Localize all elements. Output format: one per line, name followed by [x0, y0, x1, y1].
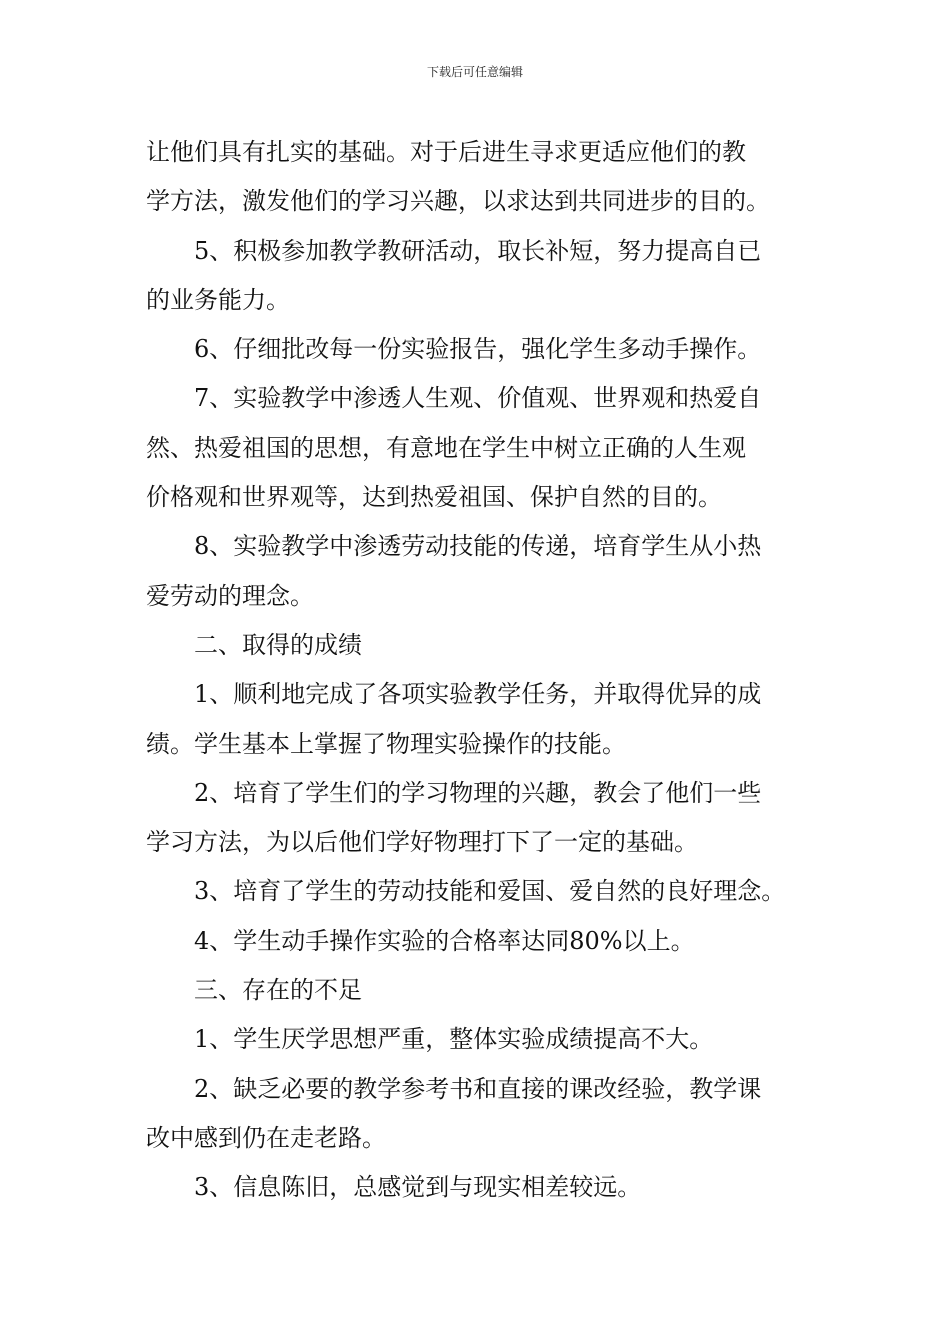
text-line: 二、取得的成绩 [194, 630, 362, 659]
text-line: 绩。学生基本上掌握了物理实验操作的技能。 [146, 729, 626, 758]
text-line: 8、实验教学中渗透劳动技能的传递，培育学生从小热 [194, 532, 762, 561]
text-line: 3、信息陈旧，总感觉到与现实相差较远。 [194, 1173, 642, 1202]
text-line: 让他们具有扎实的基础。对于后进生寻求更适应他们的教 [146, 138, 746, 166]
text-line: 1、顺利地完成了各项实验教学任务，并取得优异的成 [194, 680, 762, 709]
text-line: 7、实验教学中渗透人生观、价值观、世界观和热爱自 [194, 384, 762, 413]
text-line: 3、培育了学生的劳动技能和爱国、爱自然的良好理念。 [194, 877, 786, 906]
text-line: 然、热爱祖国的思想，有意地在学生中树立正确的人生观 [146, 433, 746, 462]
text-line: 三、存在的不足 [194, 976, 362, 1005]
text-line: 学习方法，为以后他们学好物理打下了一定的基础。 [146, 828, 698, 857]
text-line: 1、学生厌学思想严重，整体实验成绩提高不大。 [194, 1025, 714, 1054]
text-line: 2、培育了学生们的学习物理的兴趣，教会了他们一些 [194, 778, 762, 807]
page-header: 下载后可任意编辑 [426, 65, 523, 79]
text-line: 6、仔细批改每一份实验报告，强化学生多动手操作。 [194, 335, 762, 364]
text-line: 4、学生动手操作实验的合格率达同80%以上。 [194, 926, 695, 955]
text-line: 的业务能力。 [146, 285, 290, 314]
text-line: 学方法，激发他们的学习兴趣，以求达到共同进步的目的。 [146, 187, 770, 216]
text-line: 价格观和世界观等，达到热爱祖国、保护自然的目的。 [146, 483, 722, 512]
text-line: 5、积极参加教学教研活动，取长补短，努力提高自已 [194, 236, 762, 265]
text-line: 爱劳动的理念。 [146, 581, 314, 610]
document-body [146, 128, 811, 1213]
text-line: 2、缺乏必要的教学参考书和直接的课改经验，教学课 [194, 1074, 762, 1103]
text-line: 改中感到仍在走老路。 [146, 1123, 386, 1152]
